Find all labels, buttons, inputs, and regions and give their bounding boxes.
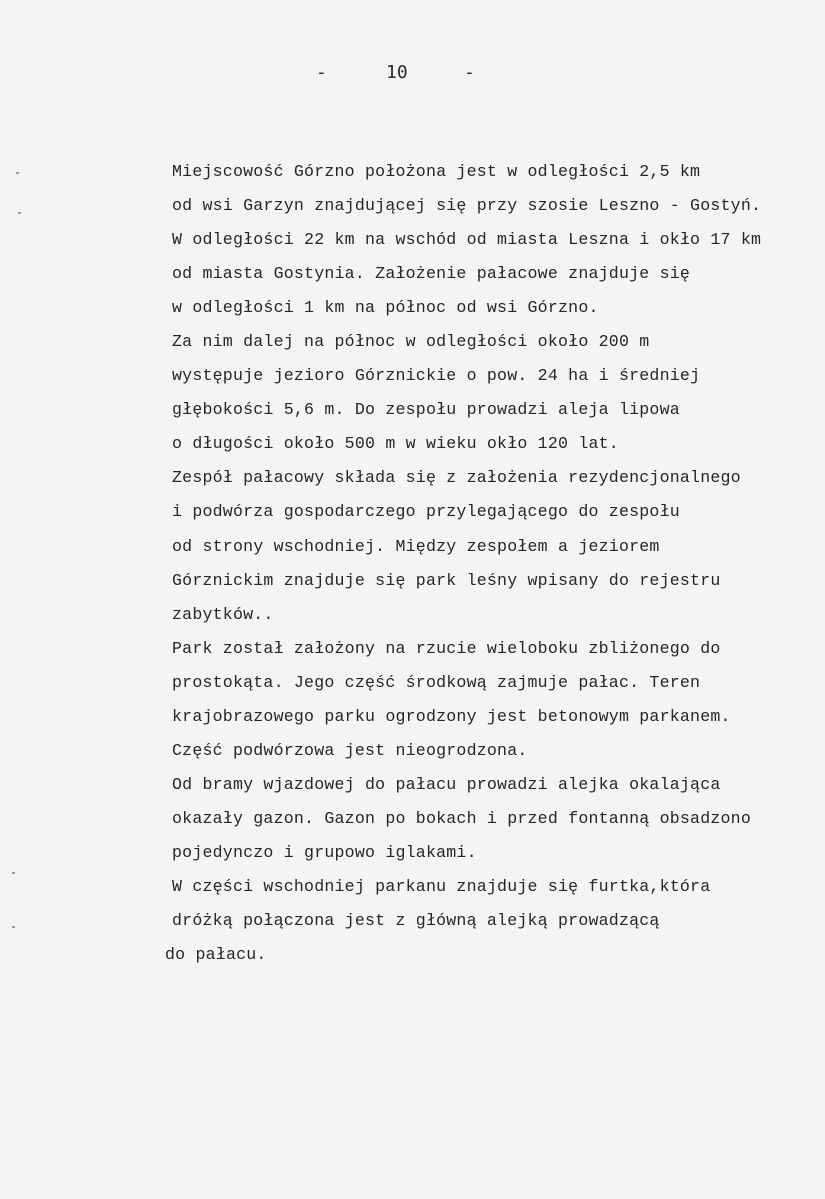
text-line: od miasta Gostynia. Założenie pałacowe znajduje się [172, 264, 691, 284]
text-line: od strony wschodniej. Między zespołem a jeziorem [172, 536, 660, 556]
text-line: Miejscowość Górzno położona jest w odległości 2,5 km [172, 162, 701, 181]
text-line: Górznickim znajduje się park leśny wpisany do rejestru [172, 570, 721, 590]
text-line: o długości około 500 m w wieku okło 120 lat. [172, 434, 619, 454]
text-line: Park został założony na rzucie wieloboku zbliżonego do [172, 638, 721, 658]
text-line: Część podwórzowa jest nieogrodzona. [172, 740, 528, 760]
margin-mark [16, 172, 19, 174]
text-line: Zespół pałacowy składa się z założenia rezydencjonalnego [172, 468, 741, 488]
text-line: prostokąta. Jego część środkową zajmuje pałac. Teren [172, 672, 701, 692]
header-dash-left: - [316, 62, 327, 83]
text-line: występuje jezioro Górznickie o pow. 24 ha i średniej [172, 366, 701, 386]
body-text [165, 155, 812, 972]
header-dash-right: - [464, 62, 475, 83]
text-line: pojedynczo i grupowo iglakami. [172, 842, 477, 862]
text-line: do pałacu. [165, 945, 267, 965]
margin-mark [18, 212, 21, 214]
text-line: głębokości 5,6 m. Do zespołu prowadzi aleja lipowa [172, 400, 680, 420]
text-line: okazały gazon. Gazon po bokach i przed fontanną obsadzono [172, 808, 751, 828]
text-line: Za nim dalej na północ w odległości około 200 m [172, 332, 650, 352]
text-line: od wsi Garzyn znajdującej się przy szosie Leszno - Gostyń. [172, 196, 762, 216]
text-line: Od bramy wjazdowej do pałacu prowadzi alejka okalająca [172, 774, 721, 794]
page-number: 10 [386, 62, 408, 83]
text-line: zabytków.. [172, 604, 274, 624]
text-line: w odległości 1 km na północ od wsi Górzno. [172, 298, 599, 318]
text-line: dróżką połączona jest z główną alejką prowadzącą [172, 911, 660, 931]
text-line: i podwórza gospodarczego przylegającego do zespołu [172, 502, 680, 522]
text-line: W odległości 22 km na wschód od miasta Leszna i okło 17 km [172, 230, 762, 250]
margin-mark [12, 926, 15, 928]
text-line: W części wschodniej parkanu znajduje się furtka,która [172, 876, 711, 896]
page-header [0, 62, 825, 88]
text-line: krajobrazowego parku ogrodzony jest betonowym parkanem. [172, 706, 731, 726]
margin-mark [12, 872, 15, 874]
